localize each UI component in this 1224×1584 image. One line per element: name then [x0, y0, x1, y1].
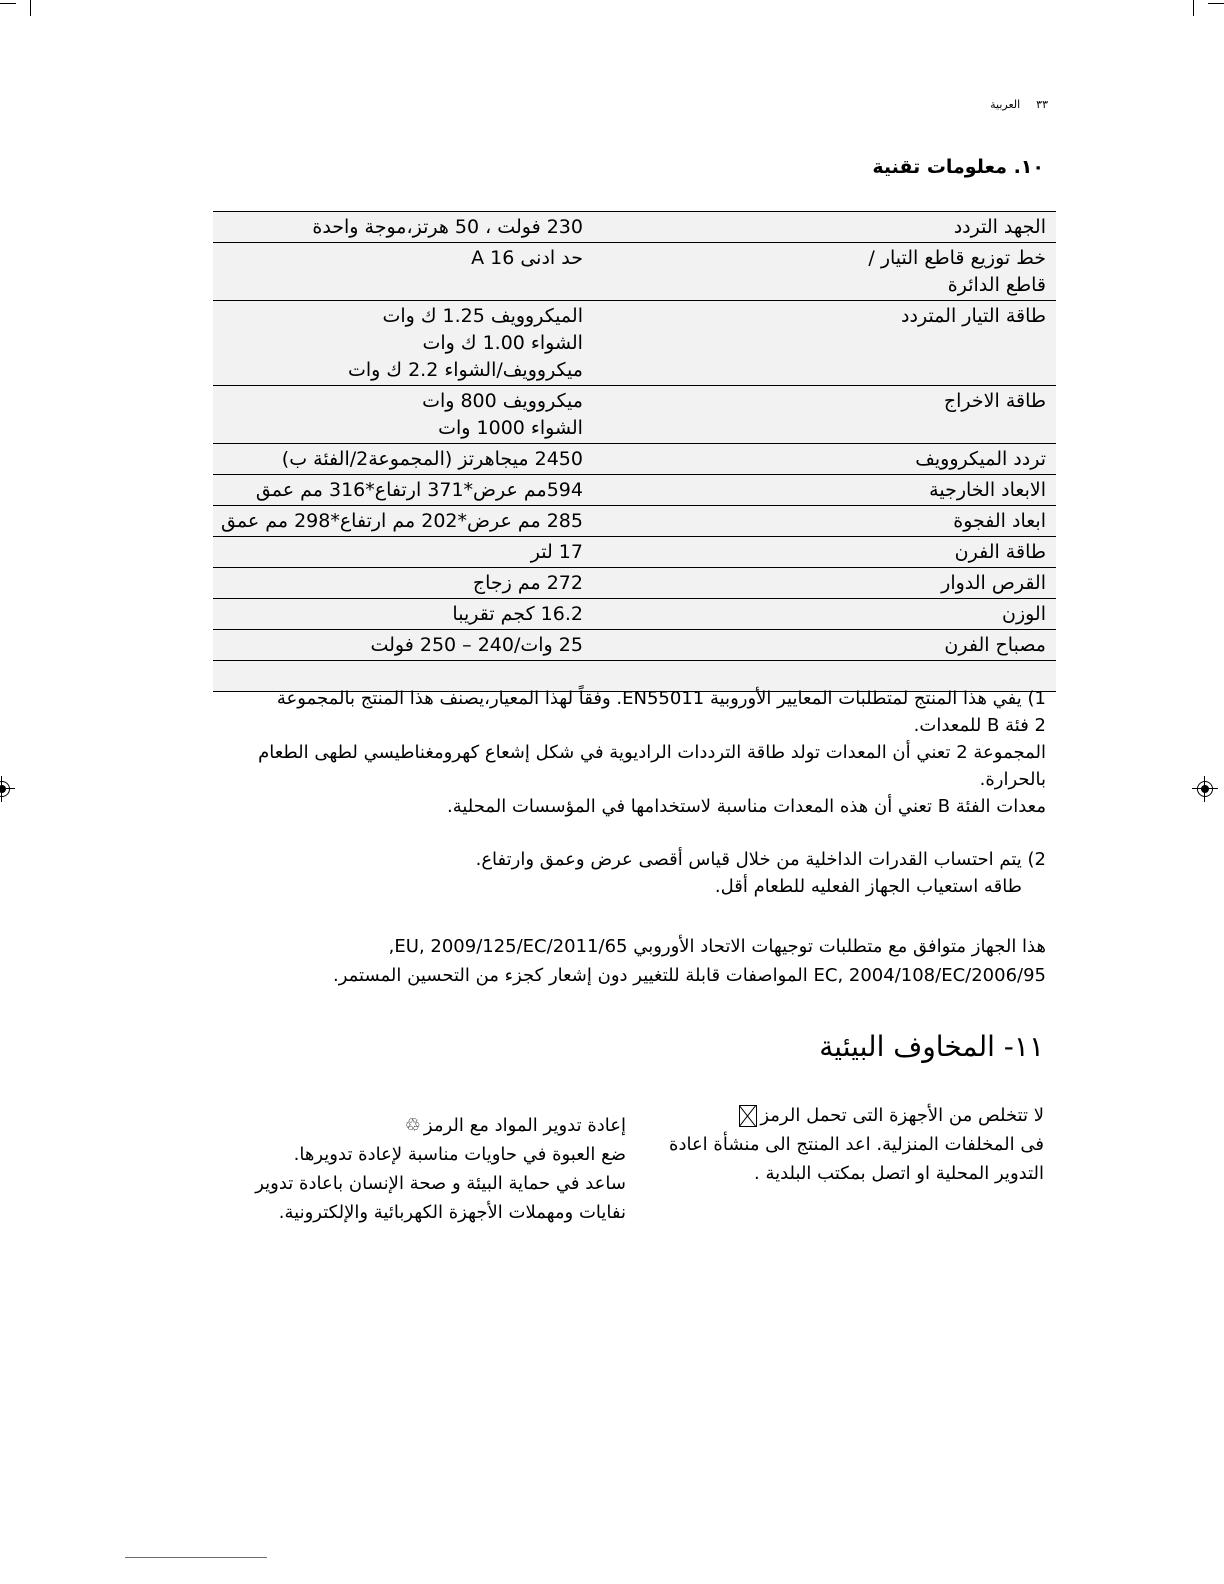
crop-mark	[0, 3, 16, 4]
spec-value-line: ميكروويف 800 وات	[422, 390, 583, 412]
compliance-line: هذا الجهاز متوافق مع متطلبات توجيهات الاتحاد الأوروبي 2011/65/EU, 2009/125/EC,	[388, 936, 1046, 957]
spec-label: الابعاد الخارجية	[849, 475, 1056, 506]
spec-label: طاقة الاخراج	[849, 386, 1056, 444]
footnotes	[216, 685, 1046, 900]
disposal-line: لا تتخلص من الأجهزة التى تحمل الرمز	[760, 1105, 1044, 1126]
spec-value	[213, 506, 849, 537]
spec-value	[213, 475, 849, 506]
spec-label: طاقة الفرن	[849, 537, 1056, 568]
spec-label: الجهد التردد	[849, 212, 1056, 243]
note-1-line: 2 فئة B للمعدات.	[913, 715, 1046, 736]
spec-row	[213, 444, 1056, 475]
spec-value	[213, 386, 849, 444]
spec-row	[213, 475, 1056, 506]
spec-value-line: 16.2 كجم تقريبا	[452, 603, 583, 625]
compliance-statement	[186, 932, 1046, 990]
spec-value-line: 285 مم عرض*202 مم ارتفاع*298 مم عمق	[221, 510, 583, 532]
crop-mark	[1193, 0, 1194, 16]
disposal-line: فى المخلفات المنزلية. اعد المنتج الى منشأة اعادة	[669, 1134, 1044, 1155]
spec-label: تردد الميكروويف	[849, 444, 1056, 475]
header-language: العربية	[990, 98, 1021, 111]
spec-value-line: حد ادنى 16 A	[471, 247, 583, 269]
spec-label: طاقة التيار المتردد	[849, 301, 1056, 386]
spec-value	[213, 537, 849, 568]
recycling-line: ضع العبوة في حاويات مناسبة لإعادة تدويرها.	[293, 1144, 626, 1165]
section-title-technical-info: ١٠. معلومات تقنية	[872, 156, 1044, 178]
crop-mark	[30, 0, 31, 16]
spec-label: القرص الدوار	[849, 568, 1056, 599]
spec-row	[213, 386, 1056, 444]
spec-value-line: 2450 ميجاهرتز (المجموعة2/الفئة ب)	[281, 448, 583, 470]
spec-row	[213, 630, 1056, 661]
note-2-line: طاقه استعياب الجهاز الفعليه للطعام أقل.	[714, 876, 1022, 897]
registration-mark-icon	[0, 781, 10, 797]
spec-value-line: 272 مم زجاج	[472, 572, 583, 594]
spec-value-line: 230 فولت ، 50 هرتز،موجة واحدة	[312, 216, 583, 238]
recycling-line: إعادة تدوير المواد مع الرمز	[423, 1115, 626, 1136]
note-2-line: 2) يتم احتساب القدرات الداخلية من خلال قياس أقصى عرض وعمق وارتفاع.	[475, 849, 1046, 870]
spec-row	[213, 301, 1056, 386]
spec-value-line: 594مم عرض*371 ارتفاع*316 مم عمق	[255, 479, 583, 501]
spec-value	[213, 301, 849, 386]
crop-mark	[1208, 3, 1224, 4]
page-header	[974, 98, 1048, 111]
spec-row	[213, 506, 1056, 537]
spec-table	[213, 211, 1056, 692]
spec-value	[213, 243, 849, 301]
recycling-paragraph	[226, 1111, 626, 1227]
spec-value-line: ميكروويف/الشواء 2.2 ك وات	[347, 359, 583, 381]
crossed-bin-icon	[739, 1105, 757, 1127]
page-number: ٣٣	[1036, 98, 1048, 111]
recycle-icon: ♲	[404, 1115, 421, 1136]
spec-value-line: 25 وات/240 – 250 فولت	[370, 634, 583, 656]
footer-rule	[125, 1557, 267, 1558]
spec-value-line: الميكروويف 1.25 ك وات	[382, 305, 583, 327]
spec-row	[213, 537, 1056, 568]
disposal-line: التدوير المحلية او اتصل بمكتب البلدية .	[754, 1163, 1044, 1184]
spec-label: ابعاد الفجوة	[849, 506, 1056, 537]
note-1-line: بالحرارة.	[979, 769, 1046, 790]
note-1-line: معدات الفئة B تعني أن هذه المعدات مناسبة لاستخدامها في المؤسسات المحلية.	[446, 796, 1046, 817]
spec-value-line: الشواء 1.00 ك وات	[422, 332, 583, 354]
spec-label: مصباح الفرن	[849, 630, 1056, 661]
spec-value	[213, 212, 849, 243]
spec-row	[213, 212, 1056, 243]
recycling-line: نفايات ومهملات الأجهزة الكهربائية والإلكترونية.	[278, 1202, 626, 1223]
spec-value-line: الشواء 1000 وات	[438, 417, 583, 439]
spec-value	[213, 599, 849, 630]
section-title-environment: ١١- المخاوف البيئية	[819, 1030, 1044, 1063]
note-1-line: المجموعة 2 تعني أن المعدات تولد طاقة الترددات الراديوية في شكل إشعاع كهرومغناطيسي لطهى الطعام	[258, 742, 1046, 763]
spec-row	[213, 599, 1056, 630]
spec-value	[213, 630, 849, 661]
compliance-line: 2006/95/EC, 2004/108/EC المواصفات قابلة للتغيير دون إشعار كجزء من التحسين المستمر.	[332, 965, 1046, 986]
spec-value	[213, 444, 849, 475]
spec-row	[213, 243, 1056, 301]
recycling-line: ساعد في حماية البيئة و صحة الإنسان باعادة تدوير	[255, 1173, 626, 1194]
spec-row	[213, 568, 1056, 599]
registration-mark-icon	[1197, 781, 1213, 797]
spec-label: خط توزيع قاطع التيار / قاطع الدائرة	[849, 243, 1056, 301]
spec-label: الوزن	[849, 599, 1056, 630]
disposal-paragraph	[664, 1101, 1044, 1188]
note-1-line: 1) يفي هذا المنتج لمتطلبات المعايير الأوروبية EN55011. وفقاً لهذا المعيار،يصنف هذا المنتج بالمجموعة	[276, 688, 1046, 709]
spec-value	[213, 568, 849, 599]
spec-value-line: 17 لتر	[530, 541, 583, 563]
